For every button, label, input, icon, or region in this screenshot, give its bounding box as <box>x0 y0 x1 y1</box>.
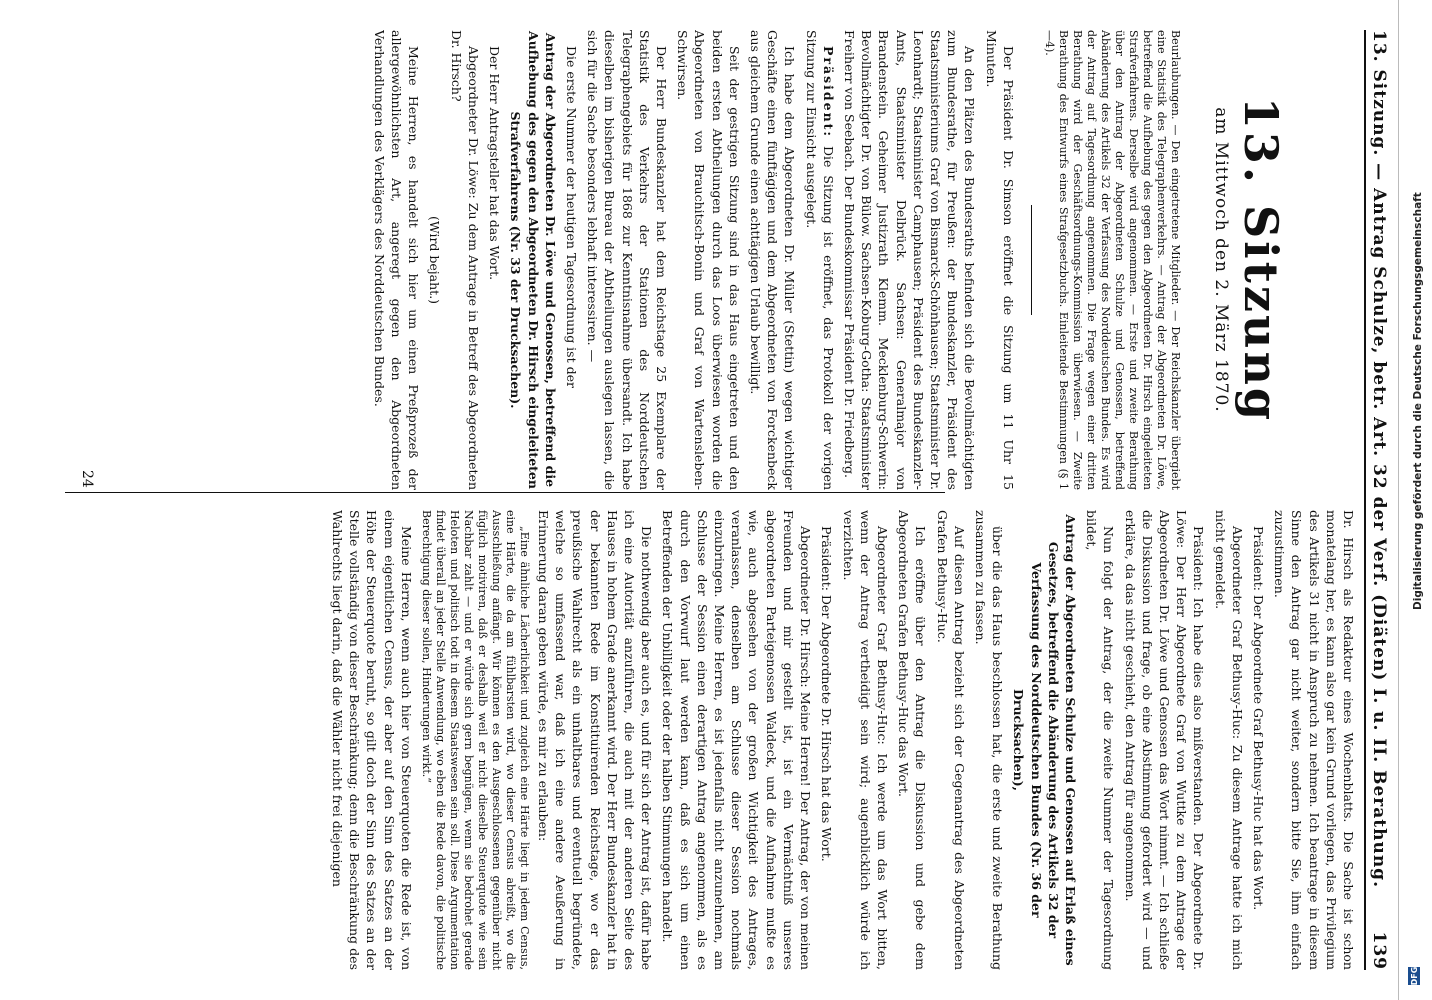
paragraph: Auf diesen Antrag bezieht sich der Gegenantrag des Abgeordneten Grafen Bethusy-Huc. <box>934 510 967 970</box>
running-head-title: 13. Sitzung. — Antrag Schulze, betr. Art. 32 der Verf. (Diäten) I. u. II. Berathung. <box>1369 30 1389 888</box>
paragraph: Dr. Hirsch als Redakteur eines Wochenblatts. Die Sache ist schon monatelang her, es kann also gar kein Grund vorliegen, das Privilegium des Artikels 31 nicht in Anspruch zu nehmen. Ich beantrage in diesem Sinne den Antrag gar nicht weiter, sondern bitte Sie, ihm einfach zuzustimmen. <box>1272 510 1356 970</box>
paragraph: Abgeordneter Graf Bethusy-Huc: Ich werde um das Wort bitten, wenn der Antrag vertheidigt sein wird; augenblicklich würde ich verzichten. <box>840 510 890 970</box>
speaker-label: Präsident: <box>820 46 836 139</box>
paragraph: über die das Haus beschlossen hat, die erste und zweite Berathung zusammen zu fassen. <box>972 510 1006 970</box>
speech-paragraph: Die nothwendig aber auch es, und für sich der Antrag ist, dafür habe ich eine Autorität anzuführen, die auch mit der anderen Seite des Hauses in hohem Grade anerkannt wird. Der Herr Bundeskanzler hat in der bekannten Rede im Konstituirenden Reichstage, wo er das preußische Wahlrecht als ein unhaltbares und eventuell begründete, welche so umfassend war, daß ich eine andere Aeußerung in Erinnerung daran geben würde, es mir zu erlauben: <box>536 510 655 970</box>
motion-heading: Antrag der Abgeordneten Schulze und Genossen auf Erlaß eines Gesetzes, betreffend die Abänderung des Artikels 32 der Verfassung des Norddeutschen Bundes (Nr. 36 der Drucksachen), <box>1011 514 1078 966</box>
agenda-summary: Beurlaubungen. — Den eingetretene Mitglieder. — Der Reichskanzler übergiebt eine Statistik des Telegraphenverkehrs. — Antrag der Abgeordneten Dr. Löwe, betreffend die Aufhebung des gegen den Abgeordneten Dr. Hirsch eingeleiteten Strafverfahrens. Derselbe wird angenommen. — Erste und zweite Berathung über den Antrag der Abgeordneten Schulze und Genossen, betreffend Abänderung des Artikels 32 der Verfassung des Norddeutschen Bundes. Es wird der Antrag auf Tagesordnung angenommen. Die Frage wegen einer dritten Berathung wird der Geschäftsordnungs-Kommission überwiesen. — Zweite Berathung des Entwurfs eines Strafgesetzbuchs. Einleitende Bestimmungen (§ 1—4). <box>1042 30 1182 490</box>
session-title: 13. Sitzung <box>1234 96 1288 424</box>
paragraph: Seit der gestrigen Sitzung sind in das Haus eingetreten und den beiden ersten Abtheilungen durch das Loos überwiesen worden die Abgeordneten von Brauchitsch-Bonin und Graf von Wartensleben-Schwirsen. <box>675 30 742 490</box>
speech-paragraph: Abgeordneter Dr. Hirsch: Meine Herren! Der Antrag, der von meinen Freunden und mir gestellt ist, ist ein Vermächtniß unseres abgeordneten Parteigenossen Waldeck, und die Aufnahme mußte es wie, auch abgesehen von der großen Wichtigkeit des Antrages, veranlassen, denselben am Schlusse dieser Session nochmals einzubringen. Meine Herren, es ist jedenfalls nicht anzunehmen, am Schlusse der Session einen derartigen Antrag angenommen, als es durch den Vorwurf laut werden kann, daß es sich um einen Betreffenden der Unbilligkeit oder der halben Stimmungen handelt. <box>660 510 814 970</box>
right-column <box>67 510 1357 970</box>
left-column <box>67 30 1357 490</box>
running-head <box>1364 30 1399 970</box>
opening-statement: Der Präsident Dr. Simson eröffnet die Sitzung um 11 Uhr 15 Minuten. <box>983 30 1016 490</box>
paragraph: Der Herr Antragsteller hat das Wort. <box>487 46 503 281</box>
session-date: am Mittwoch den 2. März 1870. <box>1211 107 1231 413</box>
motion-heading: Antrag der Abgeordneten Dr. Löwe und Genossen, betreffend die Aufhebung des gegen den Abgeordneten Dr. Hirsch eingeleiteten Strafverfahrens (Nr. 33 der Drucksachen). <box>508 31 558 489</box>
paragraph: Die Sitzung ist eröffnet, das Protokoll der vorigen Sitzung zur Einsicht ausgelegt. <box>803 30 836 490</box>
rotated-document-page <box>20 0 1415 1000</box>
paragraph: Präsident: Ich habe dies also mißverstanden. Der Abgeordnete Dr. Löwe: Der Herr Abgeordnete Graf von Wuttke zu dem Antrage der Abgeordneten Dr. Löwe und Genossen das Wort nimmt. — Ich schließe die Diskussion und frage, ob eine Abstimmung gefordert wird — und erkläre, da das nicht geschieht, den Antrag für angenommen. <box>1122 510 1207 970</box>
digitization-credit: Digitalisierung gefördert durch die Deutsche Forschungsgemeinschaft <box>1412 192 1424 610</box>
paragraph: Ich habe dem Abgeordneten Dr. Müller (Stettin) wegen wichtiger Geschäfte einen fünftägigen und dem Abgeordneten von Forckenbeck aus gleichem Grunde einen achttägigen Urlaub bewilligt. <box>747 30 798 490</box>
signature-mark: 24 <box>79 470 95 488</box>
quotation: „Eine ähnliche Lächerlichkeit und zugleich eine Härte liegt in jedem Census, eine Härte, die da am fühlbarsten wird, wo dieser Census abreißt, wo die Ausschließung anfängt. Wir können es den Ausgeschlossenen gegenüber nicht füglich motiviren, daß er deshalb weil er nicht dieselbe Steuerquote wie sein Nachbar zahlt — und er würde sich gern begnügen, wenn sie bedrohet gerade Heloten und politisch todt in diesem Staatswesen sein soll. Diese Argumentation findet überall an jeder Stelle Anwendung, wo eben die Rede davon, die politische Berechtigung dieser sollen, Hinderungen wirkt.“ <box>419 510 531 970</box>
page-number: 139 <box>1369 931 1389 970</box>
divider <box>1031 205 1032 315</box>
speech-paragraph: Meine Herren, es handelt sich hier um einen Preßprozeß der allergewöhnlichsten Art, angeregt gegen den Abgeordneten Verhandlungen des Verklägers des Norddeutschen Bundes. <box>371 30 422 490</box>
dfg-logo-icon: DFG <box>1409 966 1419 986</box>
paragraph: Ich eröffne über den Antrag die Diskussion und gebe dem Abgeordneten Grafen Bethusy-Huc das Wort. <box>896 510 929 970</box>
paragraph: Präsident: Der Abgeordnete Dr. Hirsch hat das Wort. <box>819 526 835 862</box>
speech-paragraph: Abgeordneter Dr. Löwe: Zu dem Antrage in Betreff des Abgeordneten Dr. Hirsch? <box>448 30 481 490</box>
column-rule <box>65 492 945 493</box>
paragraph: Der Herr Bundeskanzler hat dem Reichstage 25 Exemplare der Statistik des Verkehrs der Stationen des Norddeutschen Telegraphengebiets für 1868 zur Kenntnisnahme übersandt. Ich habe dieselben im bisherigen Bureau der Abtheilungen auslegen lassen, die sich für die Sache besonders lebhaft interessiren. — <box>585 30 669 490</box>
attendees-paragraph: An den Plätzen des Bundesraths befinden sich die Bevollmächtigten zum Bundesrathe, für Preußen: der Bundeskanzler, Präsident des Staatsministeriums Graf von Bismarck-Schönhausen; Staatsminister Dr. Leonhardt; Staatsminister Camphausen; Präsident des Bundeskanzler-Amts, Staatsminister Delbrück. Sachsen: Generalmajor von Brandenstein. Geheimer Justizrath Klemm. Mecklenburg-Schwerin: Bevollmächtigter Dr. von Bülow. Sachsen-Koburg-Gotha: Staatsminister Freiherr von Seebach. Der Bundeskommissar Präsident Dr. Friedberg. <box>841 30 978 490</box>
paragraph: Die erste Nummer der heutigen Tagesordnung ist der <box>563 46 579 388</box>
paragraph: Abgeordneter Graf Bethusy-Huc: Zu diesem Antrage hatte ich mich nicht gemeldet. <box>1212 510 1245 970</box>
stage-direction: (Wird bejaht.) <box>427 215 443 305</box>
paragraph: Nun folgt der Antrag, der die zweite Nummer der Tagesordnung bildet, <box>1084 510 1117 970</box>
speech-paragraph: Meine Herren, wenn auch hier von Steuerquoten die Rede ist, von einem eigentlichen Census, der aber auf den Sinn des Satzes an der Höhe der Steuerquote beruht, so gilt doch der Sinn des Satzes an der Stelle vollständig von dieser Beschränkung; denn die Beschränkung des Wahlrechts liegt darin, daß die Wähler nicht frei diejenigen <box>330 510 414 970</box>
paragraph: Präsident: Der Abgeordnete Graf Bethusy-Huc hat das Wort. <box>1250 526 1266 911</box>
scan-edge-line <box>1398 0 1399 1000</box>
